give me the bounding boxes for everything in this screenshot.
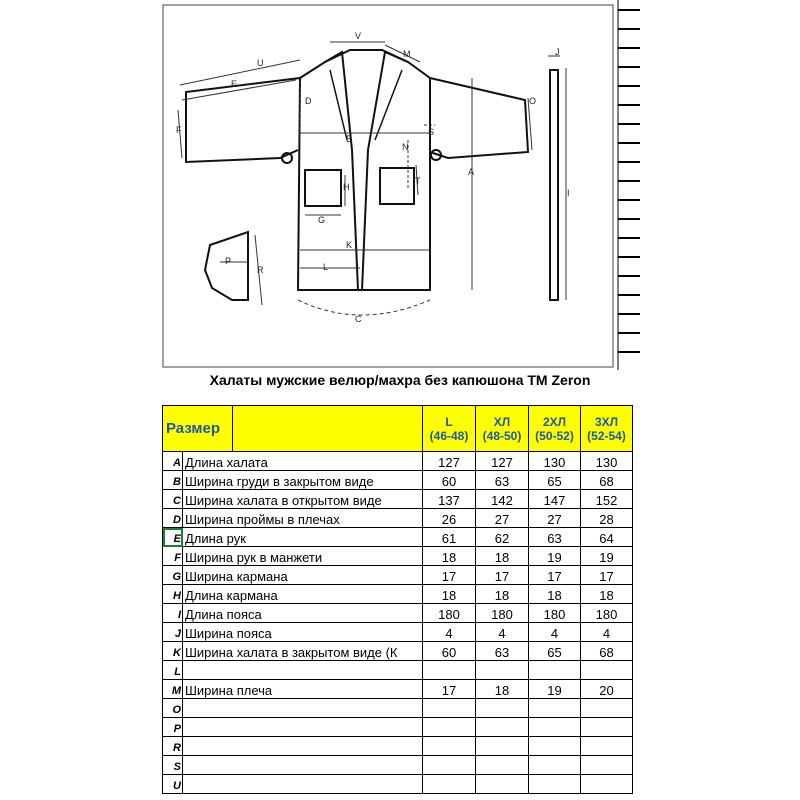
table-row xyxy=(163,699,633,718)
row-value-cell[interactable] xyxy=(581,775,633,794)
table-row xyxy=(163,604,633,623)
table-row xyxy=(163,718,633,737)
label-g: G xyxy=(318,215,326,225)
row-value-cell[interactable] xyxy=(476,661,529,680)
row-value-cell[interactable] xyxy=(476,737,529,756)
row-description-cell[interactable]: Ширина халата в закрытом виде (К xyxy=(183,642,423,661)
table-row xyxy=(163,623,633,642)
row-value-cell[interactable]: 18 xyxy=(423,547,476,566)
row-value-cell[interactable]: 27 xyxy=(529,509,581,528)
size-table-body xyxy=(163,406,633,794)
row-value-cell[interactable] xyxy=(476,718,529,737)
row-value-cell[interactable] xyxy=(581,661,633,680)
row-value-cell[interactable]: 18 xyxy=(476,547,529,566)
label-n: N xyxy=(402,142,409,152)
label-i: I xyxy=(567,188,570,198)
row-value-cell[interactable]: 17 xyxy=(423,566,476,585)
row-value-cell[interactable] xyxy=(581,756,633,775)
row-value-cell[interactable]: 63 xyxy=(529,528,581,547)
row-value-cell[interactable]: 18 xyxy=(581,585,633,604)
row-description-cell[interactable]: Ширина пояса xyxy=(183,623,423,642)
row-value-cell[interactable] xyxy=(423,661,476,680)
row-value-cell[interactable] xyxy=(423,775,476,794)
row-value-cell[interactable] xyxy=(423,756,476,775)
row-value-cell[interactable]: 63 xyxy=(476,642,529,661)
row-value-cell[interactable]: 26 xyxy=(423,509,476,528)
page-title: Халаты мужские велюр/махра без капюшона ТМ Zeron xyxy=(209,372,591,388)
row-letter-cell[interactable]: O xyxy=(163,699,183,718)
row-description-cell[interactable]: Ширина груди в закрытом виде xyxy=(183,471,423,490)
row-value-cell[interactable]: 127 xyxy=(423,452,476,471)
size-name: 3ХЛ xyxy=(594,414,619,429)
row-description-cell[interactable]: Ширина рук в манжети xyxy=(183,547,423,566)
row-value-cell[interactable]: 142 xyxy=(476,490,529,509)
label-f: F xyxy=(176,125,182,135)
robe-measurement-diagram xyxy=(0,0,800,370)
row-letter-cell[interactable]: U xyxy=(163,775,183,794)
header-size-label: Размер xyxy=(166,419,221,437)
row-value-cell[interactable] xyxy=(476,775,529,794)
size-name: 2ХЛ xyxy=(542,414,567,429)
row-description-cell[interactable]: Ширина плеча xyxy=(183,680,423,699)
row-value-cell[interactable]: 147 xyxy=(529,490,581,509)
label-b: B xyxy=(346,134,353,144)
row-letter-cell[interactable]: M xyxy=(163,680,183,699)
row-value-cell[interactable]: 68 xyxy=(581,471,633,490)
row-value-cell[interactable]: 180 xyxy=(581,604,633,623)
table-row xyxy=(163,528,633,547)
row-value-cell[interactable]: 4 xyxy=(581,623,633,642)
row-value-cell[interactable] xyxy=(581,699,633,718)
size-range: (48-50) xyxy=(482,428,522,443)
table-row xyxy=(163,737,633,756)
row-value-cell[interactable]: 4 xyxy=(529,623,581,642)
row-value-cell[interactable] xyxy=(423,699,476,718)
row-letter-cell[interactable]: A xyxy=(163,452,183,471)
row-value-cell[interactable] xyxy=(476,699,529,718)
size-name: ХЛ xyxy=(493,414,511,429)
row-value-cell[interactable]: 180 xyxy=(423,604,476,623)
label-a: A xyxy=(468,167,475,177)
header-empty-cell[interactable] xyxy=(233,406,423,452)
row-letter-cell[interactable]: P xyxy=(163,718,183,737)
row-value-cell[interactable]: 18 xyxy=(529,585,581,604)
row-description-cell[interactable] xyxy=(183,699,423,718)
label-d: D xyxy=(305,96,312,106)
row-letter-cell[interactable]: I xyxy=(163,604,183,623)
table-row xyxy=(163,585,633,604)
header-size-xl[interactable] xyxy=(476,406,529,452)
row-value-cell[interactable]: 130 xyxy=(581,452,633,471)
row-value-cell[interactable]: 65 xyxy=(529,471,581,490)
table-row xyxy=(163,490,633,509)
row-value-cell[interactable]: 152 xyxy=(581,490,633,509)
row-description-cell[interactable]: Длина халата xyxy=(183,452,423,471)
table-header-row xyxy=(163,406,633,452)
table-row xyxy=(163,661,633,680)
label-j: J xyxy=(555,47,560,57)
label-v: V xyxy=(355,31,362,41)
row-letter-cell[interactable]: H xyxy=(163,585,183,604)
row-value-cell[interactable]: 60 xyxy=(423,642,476,661)
row-value-cell[interactable]: 65 xyxy=(529,642,581,661)
row-description-cell[interactable] xyxy=(183,718,423,737)
label-t: T xyxy=(415,176,421,186)
row-letter-cell[interactable]: F xyxy=(163,547,183,566)
row-value-cell[interactable]: 4 xyxy=(476,623,529,642)
table-row xyxy=(163,509,633,528)
row-description-cell[interactable] xyxy=(183,756,423,775)
row-value-cell[interactable]: 130 xyxy=(529,452,581,471)
row-value-cell[interactable]: 62 xyxy=(476,528,529,547)
row-value-cell[interactable] xyxy=(529,661,581,680)
row-value-cell[interactable]: 17 xyxy=(529,566,581,585)
row-value-cell[interactable]: 19 xyxy=(581,547,633,566)
row-description-cell[interactable]: Ширина проймы в плечах xyxy=(183,509,423,528)
label-c: C xyxy=(355,314,362,324)
label-p: P xyxy=(225,256,232,266)
size-name: L xyxy=(445,414,453,429)
row-value-cell[interactable]: 18 xyxy=(476,585,529,604)
table-row xyxy=(163,471,633,490)
row-value-cell[interactable]: 68 xyxy=(581,642,633,661)
header-size-l[interactable] xyxy=(423,406,476,452)
table-row xyxy=(163,775,633,794)
row-description-cell[interactable]: Длина кармана xyxy=(183,585,423,604)
table-row xyxy=(163,547,633,566)
label-h: H xyxy=(343,182,350,192)
row-value-cell[interactable] xyxy=(529,756,581,775)
row-value-cell[interactable]: 180 xyxy=(476,604,529,623)
row-value-cell[interactable]: 137 xyxy=(423,490,476,509)
row-description-cell[interactable] xyxy=(183,737,423,756)
header-size-label-cell[interactable] xyxy=(163,406,233,452)
row-description-cell[interactable]: Длина рук xyxy=(183,528,423,547)
size-range: (52-54) xyxy=(587,428,626,443)
spreadsheet-grid-lines xyxy=(618,10,640,352)
table-row xyxy=(163,566,633,585)
row-description-cell[interactable]: Ширина кармана xyxy=(183,566,423,585)
row-value-cell[interactable]: 18 xyxy=(423,585,476,604)
label-e: E xyxy=(231,79,238,89)
row-value-cell[interactable]: 17 xyxy=(581,566,633,585)
row-value-cell[interactable] xyxy=(529,718,581,737)
row-value-cell[interactable] xyxy=(423,718,476,737)
size-range: (50-52) xyxy=(535,428,574,443)
row-value-cell[interactable]: 63 xyxy=(476,471,529,490)
table-row xyxy=(163,756,633,775)
row-value-cell[interactable] xyxy=(529,775,581,794)
header-size-3xl[interactable] xyxy=(581,406,633,452)
table-row xyxy=(163,680,633,699)
row-letter-cell[interactable]: J xyxy=(163,623,183,642)
row-value-cell[interactable]: 19 xyxy=(529,547,581,566)
label-o: O xyxy=(529,96,537,106)
row-letter-cell[interactable]: L xyxy=(163,661,183,680)
row-value-cell[interactable]: 60 xyxy=(423,471,476,490)
row-description-cell[interactable]: Длина пояса xyxy=(183,604,423,623)
row-description-cell[interactable] xyxy=(183,775,423,794)
row-letter-cell[interactable]: S xyxy=(163,756,183,775)
row-value-cell[interactable]: 61 xyxy=(423,528,476,547)
label-u: U xyxy=(257,58,264,68)
row-value-cell[interactable] xyxy=(423,737,476,756)
row-value-cell[interactable]: 4 xyxy=(423,623,476,642)
label-m: M xyxy=(403,49,411,59)
row-description-cell[interactable]: Ширина халата в открытом виде xyxy=(183,490,423,509)
row-value-cell[interactable]: 17 xyxy=(423,680,476,699)
row-value-cell[interactable] xyxy=(581,737,633,756)
label-r: R xyxy=(257,265,264,275)
row-letter-cell[interactable]: E xyxy=(163,528,183,547)
row-value-cell[interactable] xyxy=(529,699,581,718)
row-value-cell[interactable]: 180 xyxy=(529,604,581,623)
row-letter-cell[interactable]: K xyxy=(163,642,183,661)
row-letter-cell[interactable]: D xyxy=(163,509,183,528)
label-s: S xyxy=(428,127,435,137)
row-value-cell[interactable]: 64 xyxy=(581,528,633,547)
row-value-cell[interactable]: 27 xyxy=(476,509,529,528)
row-value-cell[interactable]: 28 xyxy=(581,509,633,528)
row-letter-cell[interactable]: R xyxy=(163,737,183,756)
row-description-cell[interactable] xyxy=(183,661,423,680)
row-value-cell[interactable]: 17 xyxy=(476,566,529,585)
size-table xyxy=(162,405,633,794)
label-l: L xyxy=(323,262,329,272)
row-value-cell[interactable]: 18 xyxy=(476,680,529,699)
table-row xyxy=(163,642,633,661)
row-value-cell[interactable] xyxy=(581,718,633,737)
row-letter-cell[interactable]: B xyxy=(163,471,183,490)
row-value-cell[interactable]: 127 xyxy=(476,452,529,471)
header-size-2xl[interactable] xyxy=(529,406,581,452)
row-letter-cell[interactable]: C xyxy=(163,490,183,509)
row-value-cell[interactable] xyxy=(476,756,529,775)
table-row xyxy=(163,452,633,471)
row-letter-cell[interactable]: G xyxy=(163,566,183,585)
size-range: (46-48) xyxy=(429,428,469,443)
label-k: K xyxy=(346,240,353,250)
row-value-cell[interactable]: 20 xyxy=(581,680,633,699)
row-value-cell[interactable] xyxy=(529,737,581,756)
row-value-cell[interactable]: 19 xyxy=(529,680,581,699)
